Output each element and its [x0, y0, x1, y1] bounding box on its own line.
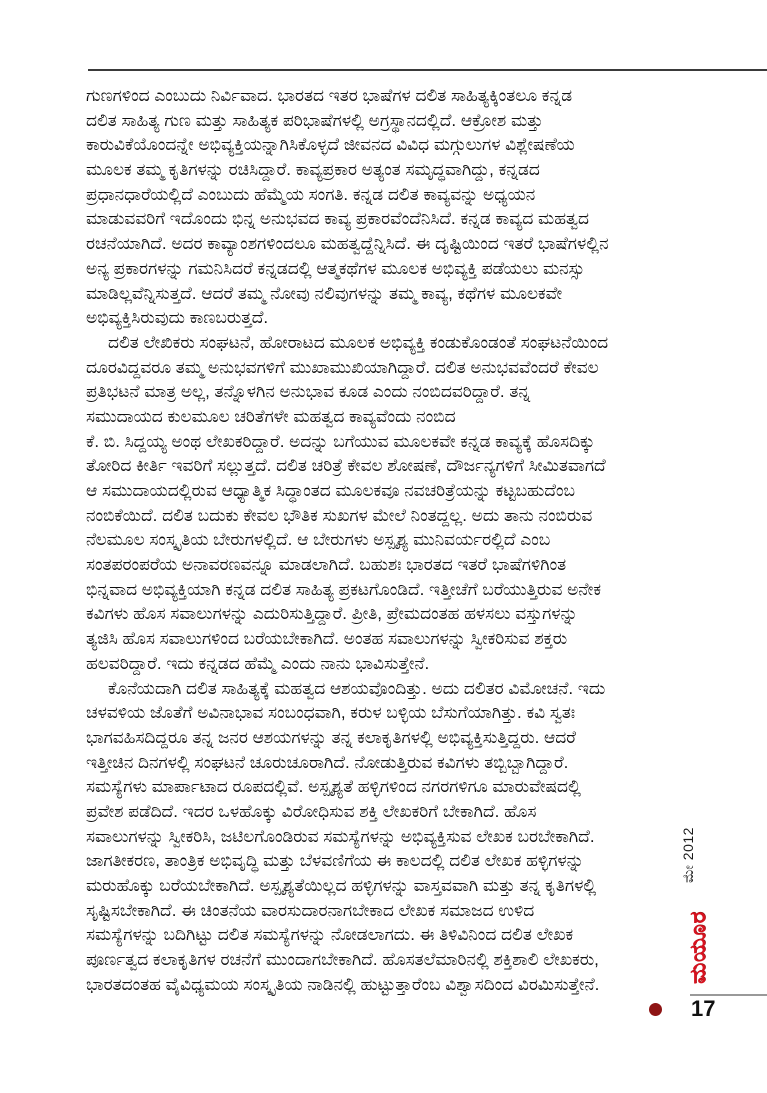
issue-date-vertical: ಮೇ 2012 [680, 827, 696, 883]
text-line: ಪೂರ್ಣತ್ವದ ಕಲಾಕೃತಿಗಳ ರಚನೆಗೆ ಮುಂದಾಗಬೇಕಾಗಿದೆ. ಹೊಸತಲೆಮಾರಿನಲ್ಲಿ ಶಕ್ತಿಶಾಲಿ ಲೇಖಕರು, [86, 950, 599, 970]
text-line: ದಲಿತ ಸಾಹಿತ್ಯ ಗುಣ ಮತ್ತು ಸಾಹಿತ್ಯಕ ಪರಿಭಾಷೆಗಳಲ್ಲಿ ಅಗ್ರಸ್ಥಾನದಲ್ಲಿದೆ. ಆಕ್ರೋಶ ಮತ್ತು [86, 110, 543, 130]
footer-dot [649, 1003, 662, 1016]
text-line: ದೂರವಿದ್ದವರೂ ತಮ್ಮ ಅನುಭವಗಳಿಗೆ ಮುಖಾಮುಖಿಯಾಗಿದ್ದಾರೆ. ದಲಿತ ಅನುಭವವೆಂದರೆ ಕೇವಲ [86, 357, 599, 377]
text-line: ನಂಬಿಕೆಯಿದೆ. ದಲಿತ ಬದುಕು ಕೇವಲ ಭೌತಿಕ ಸುಖಗಳ ಮೇಲೆ ನಿಂತದ್ದಲ್ಲ. ಅದು ತಾನು ನಂಬಿರುವ [86, 505, 593, 525]
text-line: ಕೊನೆಯದಾಗಿ ದಲಿತ ಸಾಹಿತ್ಯಕ್ಕೆ ಮಹತ್ವದ ಆಶಯವೊಂದಿತ್ತು. ಅದು ದಲಿತರ ವಿಮೋಚನೆ. ಇದು [108, 678, 606, 698]
top-rule [88, 69, 767, 71]
text-line: ತೋರಿದ ಕೀರ್ತಿ ಇವರಿಗೆ ಸಲ್ಲುತ್ತದೆ. ದಲಿತ ಚರಿತ್ರೆ ಕೇವಲ ಶೋಷಣೆ, ದೌರ್ಜನ್ಯಗಳಿಗೆ ಸೀಮಿತವಾಗದೆ [86, 456, 606, 476]
text-line: ಪ್ರಧಾನಧಾರೆಯಲ್ಲಿದೆ ಎಂಬುದು ಹೆಮ್ಮೆಯ ಸಂಗತಿ. ಕನ್ನಡ ದಲಿತ ಕಾವ್ಯವನ್ನು ಅಧ್ಯಯನ [86, 184, 536, 204]
text-line: ಸವಾಲುಗಳನ್ನು ಸ್ವೀಕರಿಸಿ, ಜಟಿಲಗೊಂಡಿರುವ ಸಮಸ್ಯೆಗಳನ್ನು ಅಭಿವ್ಯಕ್ತಿಸುವ ಲೇಖಕ ಬರಬೇಕಾಗಿದೆ. [86, 826, 595, 846]
article-text [86, 84, 686, 997]
text-line: ಕೆ. ಬಿ. ಸಿದ್ದಯ್ಯ ಅಂಥ ಲೇಖಕರಿದ್ದಾರೆ. ಅದನ್ನು ಬಗೆಯುವ ಮೂಲಕವೇ ಕನ್ನಡ ಕಾವ್ಯಕ್ಕೆ ಹೊಸದಿಕ್ಕು [86, 431, 595, 451]
text-line: ಹಲವರಿದ್ದಾರೆ. ಇದು ಕನ್ನಡದ ಹೆಮ್ಮೆ ಎಂದು ನಾನು ಭಾವಿಸುತ್ತೇನೆ. [86, 653, 430, 673]
text-line: ಕಾರುವಿಕೆಯೊಂದನ್ನೇ ಅಭಿವ್ಯಕ್ತಿಯನ್ನಾಗಿಸಿಕೊಳ್ಳದೆ ಜೀವನದ ವಿವಿಧ ಮಗ್ಗುಲುಗಳ ವಿಶ್ಲೇಷಣೆಯ [86, 135, 575, 155]
text-line: ಜಾಗತೀಕರಣ, ತಾಂತ್ರಿಕ ಅಭಿವೃದ್ಧಿ ಮತ್ತು ಬೆಳವಣಿಗೆಯ ಈ ಕಾಲದಲ್ಲಿ ದಲಿತ ಲೇಖಕ ಹಳ್ಳಿಗಳನ್ನು [86, 851, 584, 871]
text-line: ಗುಣಗಳಿಂದ ಎಂಬುದು ನಿರ್ವಿವಾದ. ಭಾರತದ ಇತರ ಭಾಷೆಗಳ ದಲಿತ ಸಾಹಿತ್ಯಕ್ಕಿಂತಲೂ ಕನ್ನಡ [86, 86, 573, 105]
text-line: ಸಮುದಾಯದ ಕುಲಮೂಲ ಚರಿತೆಗಳೇ ಮಹತ್ವದ ಕಾವ್ಯವೆಂದು ನಂಬಿದ [86, 406, 456, 426]
text-line: ಮೂಲಕ ತಮ್ಮ ಕೃತಿಗಳನ್ನು ರಚಿಸಿದ್ದಾರೆ. ಕಾವ್ಯಪ್ರಕಾರ ಅತ್ಯಂತ ಸಮೃದ್ಧವಾಗಿದ್ದು, ಕನ್ನಡದ [86, 160, 540, 180]
text-line: ಸಮಸ್ಯೆಗಳನ್ನು ಬದಿಗಿಟ್ಟು ದಲಿತ ಸಮಸ್ಯೆಗಳನ್ನು ನೋಡಲಾಗದು. ಈ ತಿಳಿವಿನಿಂದ ದಲಿತ ಲೇಖಕ [86, 925, 574, 945]
text-line: ಅನ್ಯ ಪ್ರಕಾರಗಳನ್ನು ಗಮನಿಸಿದರೆ ಕನ್ನಡದಲ್ಲಿ ಆತ್ಮಕಥೆಗಳ ಮೂಲಕ ಅಭಿವ್ಯಕ್ತಿ ಪಡೆಯಲು ಮನಸ್ಸು [86, 258, 585, 278]
text-line: ಚಳವಳಿಯ ಜೊತೆಗೆ ಅವಿನಾಭಾವ ಸಂಬಂಧವಾಗಿ, ಕರುಳ ಬಳ್ಳಿಯ ಬೆಸುಗೆಯಾಗಿತ್ತು. ಕವಿ ಸ್ವತಃ [86, 703, 576, 723]
text-line: ಇತ್ತೀಚಿನ ದಿನಗಳಲ್ಲಿ ಸಂಘಟನೆ ಚೂರುಚೂರಾಗಿದೆ. ನೋಡುತ್ತಿರುವ ಕವಿಗಳು ತಬ್ಬಿಬ್ಬಾಗಿದ್ದಾರೆ. [86, 752, 569, 772]
text-line: ಆ ಸಮುದಾಯದಲ್ಲಿರುವ ಆಧ್ಯಾತ್ಮಿಕ ಸಿದ್ಧಾಂತದ ಮೂಲಕವೂ ನವಚರಿತ್ರೆಯನ್ನು ಕಟ್ಟಬಹುದೆಂಬ [86, 481, 576, 500]
text-line: ರಚನೆಯಾಗಿದೆ. ಅದರ ಕಾವ್ಯಾಂಶಗಳಿಂದಲೂ ಮಹತ್ವದ್ದೆನ್ನಿಸಿದೆ. ಈ ದೃಷ್ಟಿಯಿಂದ ಇತರೆ ಭಾಷೆಗಳಲ್ಲಿನ [86, 234, 609, 254]
text-line: ಸೃಷ್ಟಿಸಬೇಕಾಗಿದೆ. ಈ ಚಿಂತನೆಯ ವಾರಸುದಾರನಾಗಬೇಕಾದ ಲೇಖಕ ಸಮಾಜದ ಉಳಿದ [86, 900, 535, 920]
text-line: ಭಿನ್ನವಾದ ಅಭಿವ್ಯಕ್ತಿಯಾಗಿ ಕನ್ನಡ ದಲಿತ ಸಾಹಿತ್ಯ ಪ್ರಕಟಗೊಂಡಿದೆ. ಇತ್ತೀಚೆಗೆ ಬರೆಯುತ್ತಿರುವ ಅನೇಕ [86, 579, 601, 599]
text-line: ಪ್ರವೇಶ ಪಡೆದಿದೆ. ಇದರ ಒಳಹೊಕ್ಕು ವಿರೋಧಿಸುವ ಶಕ್ತಿ ಲೇಖಕರಿಗೆ ಬೇಕಾಗಿದೆ. ಹೊಸ [86, 801, 537, 821]
text-line: ಸಮಸ್ಯೆಗಳು ಮಾರ್ಪಾಟಾದ ರೂಪದಲ್ಲಿವೆ. ಅಸ್ಪೃಶ್ಯತೆ ಹಳ್ಳಿಗಳಿಂದ ನಗರಗಳಿಗೂ ಮಾರುವೇಷದಲ್ಲಿ [86, 777, 581, 797]
text-line: ನೆಲಮೂಲ ಸಂಸ್ಕೃತಿಯ ಬೇರುಗಳಲ್ಲಿದೆ. ಆ ಬೇರುಗಳು ಅಸ್ಪೃಶ್ಯ ಮುನಿವರ್ಯರಲ್ಲಿದೆ ಎಂಬ [86, 530, 551, 550]
text-line: ಮರುಹೊಕ್ಕು ಬರೆಯಬೇಕಾಗಿದೆ. ಅಸ್ಪೃಶ್ಯತೆಯಿಲ್ಲದ ಹಳ್ಳಿಗಳನ್ನು ವಾಸ್ತವವಾಗಿ ಮತ್ತು ತನ್ನ ಕೃತಿಗಳಲ್ಲಿ [86, 876, 597, 895]
text-line: ಪ್ರತಿಭಟನೆ ಮಾತ್ರ ಅಲ್ಲ, ತನ್ನೊಳಗಿನ ಅನುಭಾವ ಕೂಡ ಎಂದು ನಂಬಿದವರಿದ್ದಾರೆ. ತನ್ನ [86, 382, 531, 402]
text-line: ಸಂತಪರಂಪರೆಯ ಅನಾವರಣವನ್ನೂ ಮಾಡಲಾಗಿದೆ. ಬಹುಶಃ ಭಾರತದ ಇತರೆ ಭಾಷೆಗಳಿಗಿಂತ [86, 555, 567, 575]
magazine-masthead-vertical: ಮಯೂರ [685, 910, 710, 984]
text-line: ಭಾರತದಂತಹ ವೈವಿಧ್ಯಮಯ ಸಂಸ್ಕೃತಿಯ ನಾಡಿನಲ್ಲಿ ಹುಟ್ಟುತ್ತಾರೆಂಬ ವಿಶ್ವಾಸದಿಂದ ವಿರಮಿಸುತ್ತೇನೆ. [86, 974, 600, 994]
text-line: ಭಾಗವಹಿಸದಿದ್ದರೂ ತನ್ನ ಜನರ ಆಶಯಗಳನ್ನು ತನ್ನ ಕಲಾಕೃತಿಗಳಲ್ಲಿ ಅಭಿವ್ಯಕ್ತಿಸುತ್ತಿದ್ದರು. ಆದರೆ [86, 727, 576, 747]
text-line: ಕವಿಗಳು ಹೊಸ ಸವಾಲುಗಳನ್ನು ಎದುರಿಸುತ್ತಿದ್ದಾರೆ. ಪ್ರೀತಿ, ಪ್ರೇಮದಂತಹ ಹಳಸಲು ವಸ್ತುಗಳನ್ನು [86, 604, 578, 624]
text-line: ದಲಿತ ಲೇಖಿಕರು ಸಂಘಟನೆ, ಹೋರಾಟದ ಮೂಲಕ ಅಭಿವ್ಯಕ್ತಿ ಕಂಡುಕೊಂಡಂತೆ ಸಂಘಟನೆಯಿಂದ [108, 332, 609, 352]
text-line: ತ್ಯಜಿಸಿ ಹೊಸ ಸವಾಲುಗಳಿಂದ ಬರೆಯಬೇಕಾಗಿದೆ. ಅಂತಹ ಸವಾಲುಗಳನ್ನು ಸ್ವೀಕರಿಸುವ ಶಕ್ತರು [86, 629, 568, 649]
page-number: 17 [691, 996, 716, 1021]
text-line: ಅಭಿವ್ಯಕ್ತಿಸಿರುವುದು ಕಾಣಬರುತ್ತದೆ. [86, 308, 269, 328]
text-line: ಮಾಡಿಲ್ಲವೆನ್ನಿಸುತ್ತದೆ. ಆದರೆ ತಮ್ಮ ನೋವು ನಲಿವುಗಳನ್ನು ತಮ್ಮ ಕಾವ್ಯ, ಕಥೆಗಳ ಮೂಲಕವೇ [86, 283, 563, 303]
text-line: ಮಾಡುವವರಿಗೆ ಇದೊಂದು ಭಿನ್ನ ಅನುಭವದ ಕಾವ್ಯ ಪ್ರಕಾರವೆಂದೆನಿಸಿದೆ. ಕನ್ನಡ ಕಾವ್ಯದ ಮಹತ್ವದ [86, 209, 590, 229]
